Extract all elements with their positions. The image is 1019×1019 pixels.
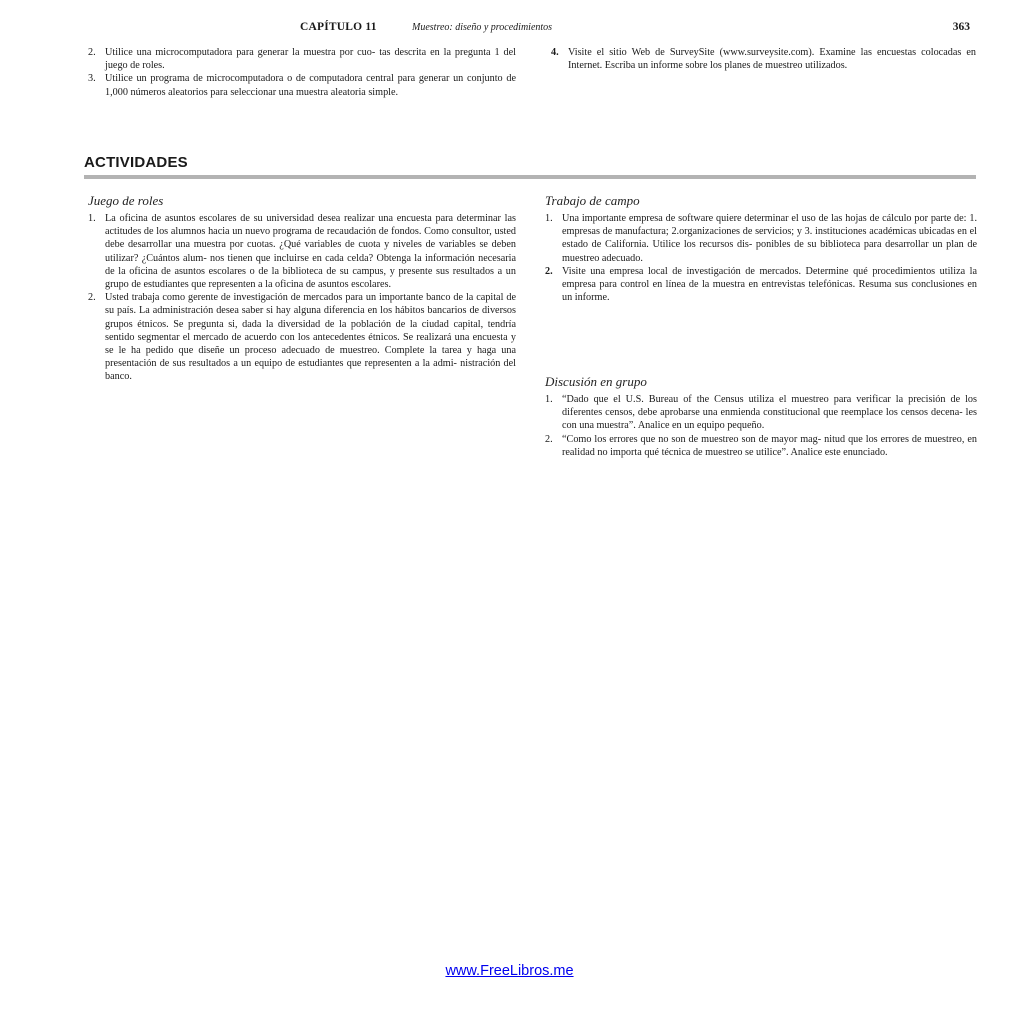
- top-right-column: [551, 46, 976, 72]
- list-item: [88, 46, 516, 72]
- list-item: [545, 265, 977, 305]
- item-text: Una importante empresa de software quiere determinar el uso de las hojas de cálculo por parte de: 1. empresas de manufactura; 2.organizaciones de servicios; y 3. instituciones académicas ubicadas en el estado de California. Utilice los recursos dis- ponibles de su biblioteca para desarrollar un plan de muestreo adecuado.: [562, 213, 977, 264]
- item-number: 2.: [545, 433, 553, 445]
- chapter-title: Muestreo: diseño y procedimientos: [412, 22, 553, 33]
- trabajo-de-campo-section: [545, 193, 977, 304]
- list-item: [88, 291, 516, 383]
- list-item: [545, 212, 977, 265]
- discusion-en-grupo-section: [545, 374, 977, 459]
- item-number: 3.: [88, 73, 96, 85]
- list-item: [545, 433, 977, 459]
- footer-link[interactable]: www.FreeLibros.me: [445, 963, 574, 979]
- list-item: [88, 72, 516, 98]
- top-left-column: [88, 46, 516, 99]
- chapter-label: CAPÍTULO 11: [300, 21, 377, 33]
- item-text: La oficina de asuntos escolares de su universidad desea realizar una encuesta para determinar las actitudes de los alumnos hacia un nuevo programa de recaudación de fondos. Como consultor, usted debe desarrollar una muestra por cuotas. ¿Qué variables de cuota y niveles de variables se deben utilizar? ¿Cuántos alum- nos tienen que incluirse en cada celda? Obtenga la información necesaria de la oficina de asuntos escolares o de la biblioteca de su campus, y presente sus resultados a un grupo de estudiantes que representen a la oficina de asuntos escolares.: [105, 213, 516, 291]
- item-number: 1.: [545, 213, 553, 224]
- subsection-title: Juego de roles: [88, 193, 164, 208]
- item-number: 4.: [551, 47, 559, 58]
- running-head: [300, 21, 972, 37]
- item-number: 2.: [545, 265, 553, 277]
- item-text: Usted trabaja como gerente de investigación de mercados para un importante banco de la capital de su país. La administración desea saber si hay alguna diferencia en los hábitos bancarios de diversos grupos étnicos. Se pregunta si, dada la diversidad de la población de la ciudad capital, tendría sentido segmentar el mercado de acuerdo con los antecedentes étnicos. Se realizará una encuesta y se le ha pedido que diseñe un proceso adecuado de muestreo. Complete la tarea y haga una presentación de sus resultados a un equipo de estudiantes que representen a la admi- nistración del banco.: [105, 292, 516, 383]
- item-text: Visite una empresa local de investigación de mercados. Determine qué procedimientos utiliza la empresa para control en línea de la muestra en entrevistas telefónicas. Resuma sus conclusiones en un informe.: [562, 265, 977, 304]
- page-number: 363: [952, 21, 970, 33]
- item-text: Utilice un programa de microcomputadora o de computadora central para generar un conjunto de 1,000 números aleatorios para seleccionar una muestra aleatoria simple.: [105, 73, 516, 98]
- item-text: Utilice una microcomputadora para generar la muestra por cuo- tas descrita en la pregunta 1 del juego de roles.: [105, 47, 516, 72]
- section-divider: [84, 175, 976, 179]
- subsection-title: Discusión en grupo: [545, 374, 647, 389]
- list-item: [551, 46, 976, 72]
- item-number: 1.: [545, 394, 553, 405]
- item-number: 1.: [88, 213, 96, 224]
- juego-de-roles-section: [88, 193, 516, 384]
- item-number: 2.: [88, 292, 96, 304]
- item-number: 2.: [88, 47, 96, 58]
- item-text: “Como los errores que no son de muestreo son de mayor mag- nitud que los errores de muestreo, en realidad no importa qué técnica de muestreo se utilice”. Analice este enunciado.: [562, 433, 977, 458]
- subsection-title: Trabajo de campo: [545, 193, 640, 208]
- list-item: [545, 393, 977, 433]
- item-text: “Dado que el U.S. Bureau of the Census utiliza el muestreo para verificar la precisión de los diferentes censos, debe aprobarse una enmienda constitucional que reemplace los censos decena- les con una muestra”. Analice en un equipo pequeño.: [562, 394, 977, 432]
- list-item: [88, 212, 516, 291]
- item-text: Visite el sitio Web de SurveySite (www.surveysite.com). Examine las encuestas colocadas en Internet. Escriba un informe sobre los planes de muestreo utilizados.: [568, 47, 976, 72]
- section-title: ACTIVIDADES: [84, 154, 188, 171]
